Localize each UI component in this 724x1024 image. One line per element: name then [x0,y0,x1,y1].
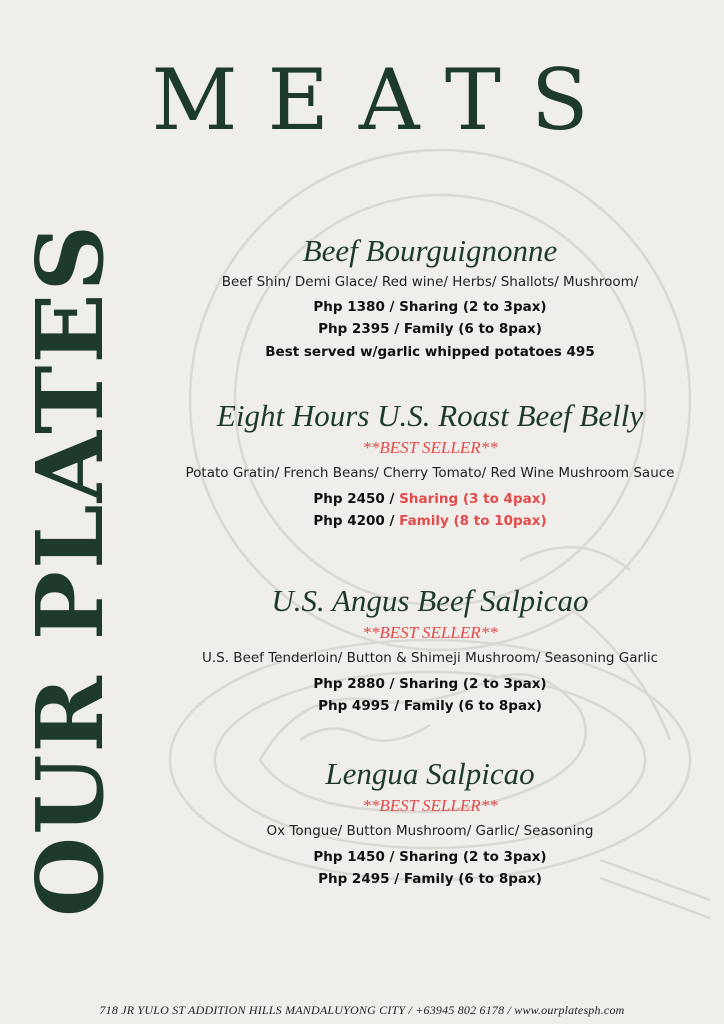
dish-name: Eight Hours U.S. Roast Beef Belly [216,398,644,433]
price-label: Sharing (3 to 4pax) [399,490,547,507]
menu-item [140,233,720,363]
footer-contact: 718 JR YULO ST ADDITION HILLS MANDALUYONG CITY / +63945 802 6178 / www.ourplatesph.com [99,1003,625,1017]
menu-item [140,583,720,717]
dish-description: Beef Shin/ Demi Glace/ Red wine/ Herbs/ Shallots/ Mushroom/ [221,273,639,290]
price-sharing [140,488,720,510]
price-sharing: Php 1450 / Sharing (2 to 3pax) [313,848,547,865]
best-seller-badge: **BEST SELLER** [362,622,498,642]
dish-description: Potato Gratin/ French Beans/ Cherry Tomato/ Red Wine Mushroom Sauce [185,465,675,482]
page-title: MEATS [151,51,619,149]
price-family [140,510,720,532]
dish-name: Lengua Salpicao [325,756,535,791]
brand-side-title: OUR PLATES [16,222,124,918]
menu-item [140,398,720,532]
price-family: Php 4995 / Family (6 to 8pax) [318,697,542,714]
best-seller-badge: **BEST SELLER** [362,437,498,457]
serving-note: Best served w/garlic whipped potatoes 495 [265,343,595,360]
dish-description: Ox Tongue/ Button Mushroom/ Garlic/ Seasoning [266,823,594,840]
dish-name: U.S. Angus Beef Salpicao [271,583,589,618]
price-amount: Php 4200 / [313,512,400,529]
price-sharing: Php 1380 / Sharing (2 to 3pax) [313,299,547,316]
price-sharing: Php 2880 / Sharing (2 to 3pax) [313,675,547,692]
price-label: Family (8 to 10pax) [399,512,547,529]
price-family: Php 2495 / Family (6 to 8pax) [318,870,542,887]
best-seller-badge: **BEST SELLER** [362,795,498,815]
price-amount: Php 2450 / [313,490,400,507]
dish-name: Beef Bourguignonne [302,233,558,268]
dish-description: U.S. Beef Tenderloin/ Button & Shimeji Mushroom/ Seasoning Garlic [201,650,659,667]
price-family: Php 2395 / Family (6 to 8pax) [318,321,542,338]
menu-item [140,756,720,890]
